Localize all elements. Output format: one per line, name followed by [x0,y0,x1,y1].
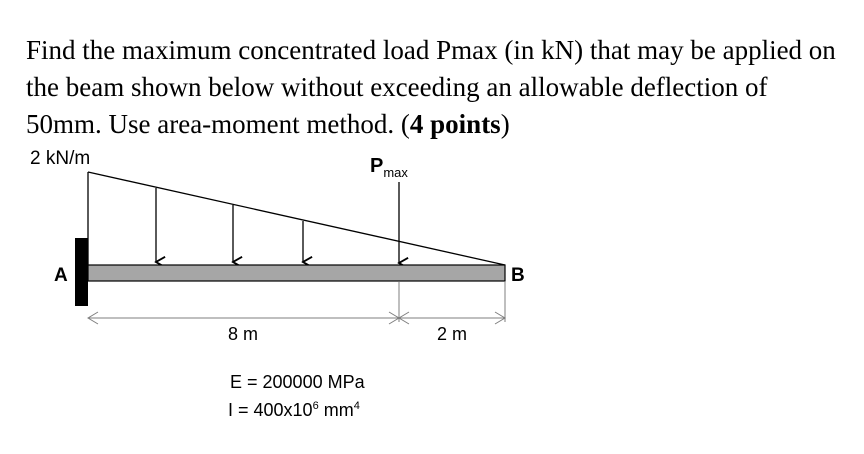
i-prefix: I = 400x10 [228,400,313,420]
question-close: ) [500,109,510,139]
support-a-label: A [54,265,68,286]
i-unit-exponent: 4 [353,400,360,412]
i-exponent: 6 [312,400,319,412]
dim-label-2m: 2 m [437,324,468,344]
e-value: E = 200000 MPa [230,372,365,392]
beam [88,265,505,281]
end-b-label: B [511,265,525,286]
pmax-subscript: max [383,165,408,180]
pmax-label [370,155,408,180]
i-value [228,400,360,420]
i-unit: mm [318,400,354,420]
load-slope-line [88,172,505,265]
question-body: Find the maximum concentrated load Pmax (in kN) that may be applied on the beam shown below without exceeding an allowable deflection of 50mm. Use area-moment method. ( [26,35,836,139]
fixed-support [75,238,88,306]
dim-label-8m: 8 m [228,324,259,344]
points-label: 4 points [409,109,501,139]
load-label: 2 kN/m [30,148,91,169]
pmax-main: P [370,155,384,177]
